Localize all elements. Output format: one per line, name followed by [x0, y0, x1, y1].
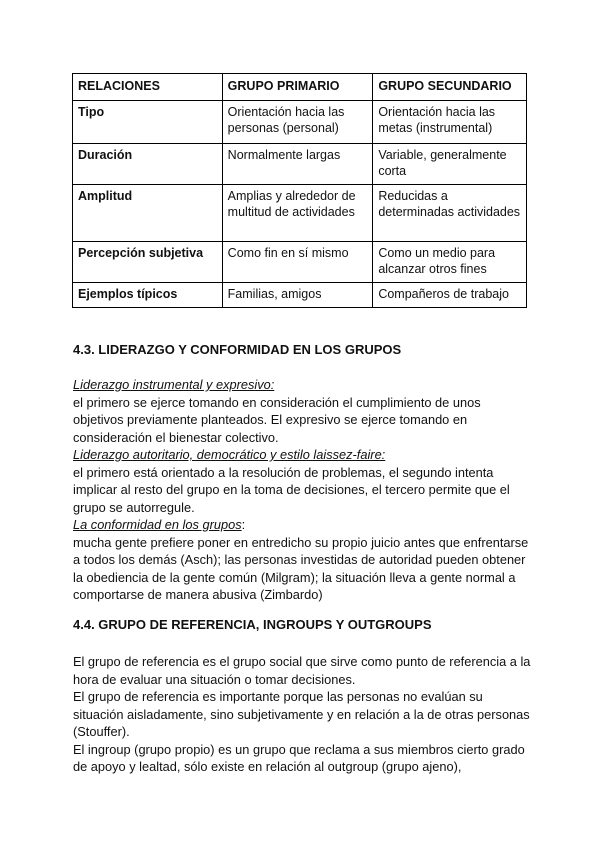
cell-secundario: Variable, generalmente corta [373, 144, 527, 185]
cell-secundario: Reducidas a determinadas actividades [373, 185, 527, 242]
section-4-3-body [73, 376, 533, 604]
cell-primario: Normalmente largas [222, 144, 373, 185]
subheading-liderazgo-autoritario: Liderazgo autoritario, democrático y estilo laissez-faire: [73, 447, 386, 462]
subheading-colon: : [241, 517, 246, 532]
relations-table [72, 73, 527, 308]
subheading-liderazgo-instrumental: Liderazgo instrumental y expresivo: [73, 377, 275, 392]
subheading-conformidad: La conformidad en los grupos [73, 517, 242, 532]
section-title-4-3: 4.3. LIDERAZGO Y CONFORMIDAD EN LOS GRUPOS [73, 342, 402, 357]
cell-secundario: Como un medio para alcanzar otros fines [373, 242, 527, 283]
row-label-tipo: Tipo [73, 101, 223, 144]
table-row [73, 101, 527, 144]
table-row [73, 144, 527, 185]
cell-secundario: Orientación hacia las metas (instrumental) [373, 101, 527, 144]
cell-secundario: Compañeros de trabajo [373, 283, 527, 308]
paragraph-ingroup: El ingroup (grupo propio) es un grupo que reclama a sus miembros cierto grado de apoyo y lealtad, sólo existe en relación al outgroup (grupo ajeno), [73, 741, 525, 774]
row-label-amplitud: Amplitud [73, 185, 223, 242]
row-label-duracion: Duración [73, 144, 223, 185]
row-label-percepcion: Percepción subjetiva [73, 242, 223, 283]
paragraph-conformidad: mucha gente prefiere poner en entredicho su propio juicio antes que enfrentarse a todos los demás (Asch); las personas investidas de autoridad pueden obtener la obediencia de la gente común (Milgram); la situación lleva a gente normal a comportarse de manera abusiva (Zimbardo) [73, 534, 529, 602]
table-row [73, 242, 527, 283]
cell-primario: Como fin en sí mismo [222, 242, 373, 283]
paragraph-grupo-referencia: El grupo de referencia es el grupo social que sirve como punto de referencia a la hora de evaluar una situación o tomar decisiones. [73, 654, 531, 687]
table-header-row [73, 74, 527, 101]
cell-primario: Orientación hacia las personas (personal) [222, 101, 373, 144]
cell-primario: Amplias y alrededor de multitud de actividades [222, 185, 373, 242]
section-4-4-body [73, 653, 533, 776]
header-relaciones: RELACIONES [73, 74, 223, 101]
paragraph-liderazgo-autoritario: el primero está orientado a la resolución de problemas, el segundo intenta implicar al resto del grupo en la toma de decisiones, el tercero permite que el grupo se autorregule. [73, 464, 510, 515]
paragraph-liderazgo-instrumental: el primero se ejerce tomando en consideración el cumplimiento de unos objetivos previamente planteados. El expresivo se ejerce tomando en consideración el bienestar colectivo. [73, 394, 481, 445]
header-grupo-secundario: GRUPO SECUNDARIO [373, 74, 527, 101]
paragraph-grupo-referencia-importancia: El grupo de referencia es importante porque las personas no evalúan su situación aisladamente, sino subjetivamente y en relación a la de otras personas (Stouffer). [73, 689, 530, 739]
header-grupo-primario: GRUPO PRIMARIO [222, 74, 373, 101]
table-row [73, 283, 527, 308]
table-row [73, 185, 527, 242]
cell-primario: Familias, amigos [222, 283, 373, 308]
row-label-ejemplos: Ejemplos típicos [73, 283, 223, 308]
section-title-4-4: 4.4. GRUPO DE REFERENCIA, INGROUPS Y OUTGROUPS [73, 617, 432, 632]
